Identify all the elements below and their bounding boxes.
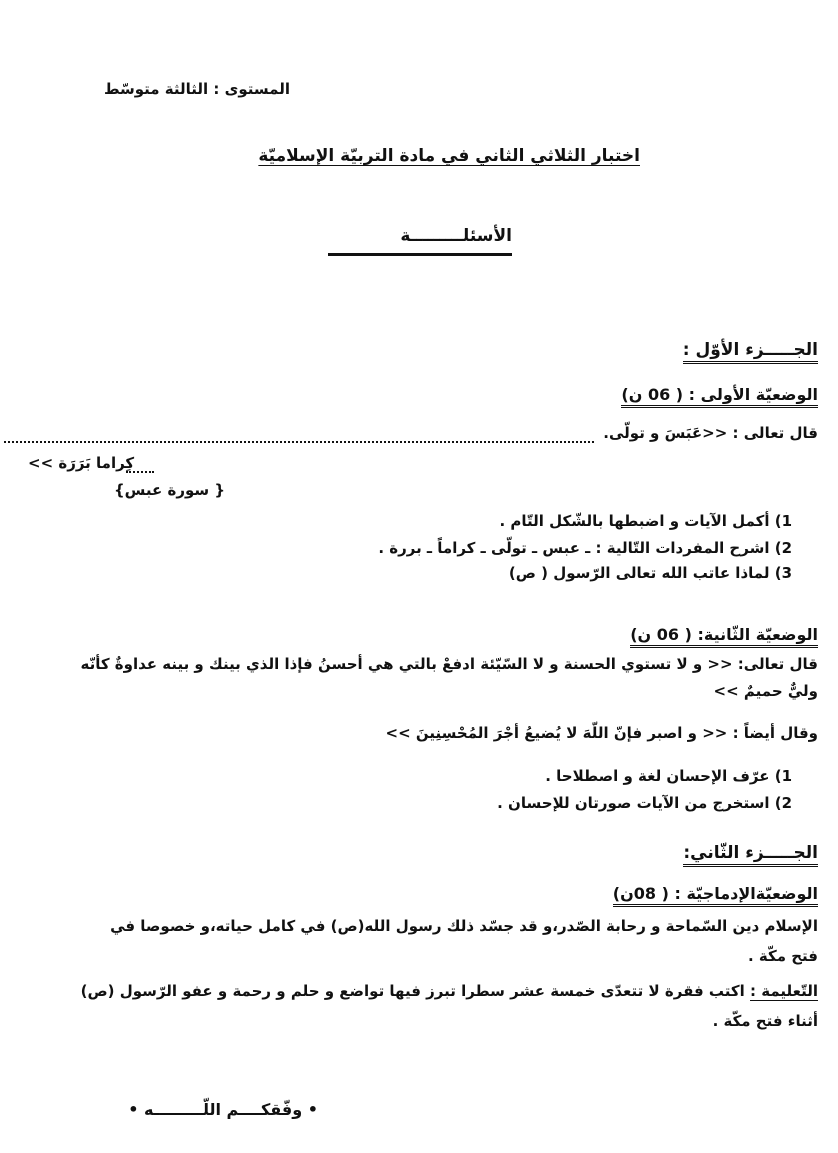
instruction-line-2: أثناء فتح مكّة . bbox=[712, 1012, 818, 1030]
closing-wish: • وفّقكــــم اللّـــــــــه • bbox=[128, 1100, 318, 1119]
questions-heading-underline bbox=[328, 253, 512, 256]
integration-heading: الوضعيّةالإدماجيّة : ( 08ن) bbox=[613, 884, 818, 907]
verse-dotted-line-1 bbox=[4, 441, 594, 443]
situation1-item-3: 3) لماذا عاتب الله تعالى الرّسول ( ص) bbox=[508, 564, 792, 582]
instruction-label: التّعليمة : bbox=[750, 982, 818, 1000]
integration-text-line-2: فتح مكّة . bbox=[747, 947, 818, 965]
instruction-text: اكتب فقرة لا تتعدّى خمسة عشر سطرا تبرز فيها تواضع و حلم و رحمة و عفو الرّسول (ص) bbox=[80, 982, 745, 1000]
instruction-line-1 bbox=[81, 982, 818, 1000]
part1-heading: الجـــــزء الأوّل : bbox=[683, 340, 818, 364]
verse-start: قال تعالى : <<عَبَسَ و تولّى. bbox=[603, 424, 818, 442]
situation1-item-2: 2) اشرح المفردات التّالية : ـ عبس ـ تولّى ـ كراماً ـ بررة . bbox=[378, 539, 792, 557]
situation2-text-line-1: قال تعالى: << و لا تستوي الحسنة و لا السّيّئة ادفعْ بالتي هي أحسنُ فإذا الذي بينك و بينه عداوةٌ كأنّه bbox=[80, 655, 818, 673]
verse-end: كِراما بَرَرَة >> bbox=[28, 454, 135, 472]
level-label: المستوى : الثالثة متوسّط bbox=[103, 80, 290, 98]
verse-dotted-line-2 bbox=[126, 471, 154, 473]
situation2-item-2: 2) استخرج من الآيات صورتان للإحسان . bbox=[497, 794, 792, 812]
situation2-item-1: 1) عرّف الإحسان لغة و اصطلاحا . bbox=[545, 767, 792, 785]
situation1-item-1: 1) أكمل الآيات و اضبطها بالشّكل التّام . bbox=[499, 512, 792, 530]
situation2-heading: الوضعيّة الثّانية: ( 06 ن) bbox=[630, 625, 818, 648]
questions-heading: الأسئلـــــــــة bbox=[400, 226, 512, 246]
situation1-heading: الوضعيّة الأولى : ( 06 ن) bbox=[621, 385, 818, 408]
exam-title: اختبار الثلاثي الثاني في مادة التربيّة الإسلاميّة bbox=[258, 146, 640, 166]
situation2-text-line-3: وقال أيضاً : << و اصبر فإنّ اللّهَ لا يُضيعُ أجْرَ المُحْسِنِينَ >> bbox=[385, 724, 818, 742]
integration-text-line-1: الإسلام دين السّماحة و رحابة الصّدر،و قد جسّد ذلك رسول الله(ص) في كامل حياته،و خصوصا في bbox=[110, 917, 818, 935]
part2-heading: الجـــــزء الثّاني: bbox=[683, 843, 818, 867]
verse-source: { سورة عبس} bbox=[114, 481, 226, 499]
situation2-text-line-2: وليٌّ حميمٌ >> bbox=[713, 682, 818, 700]
